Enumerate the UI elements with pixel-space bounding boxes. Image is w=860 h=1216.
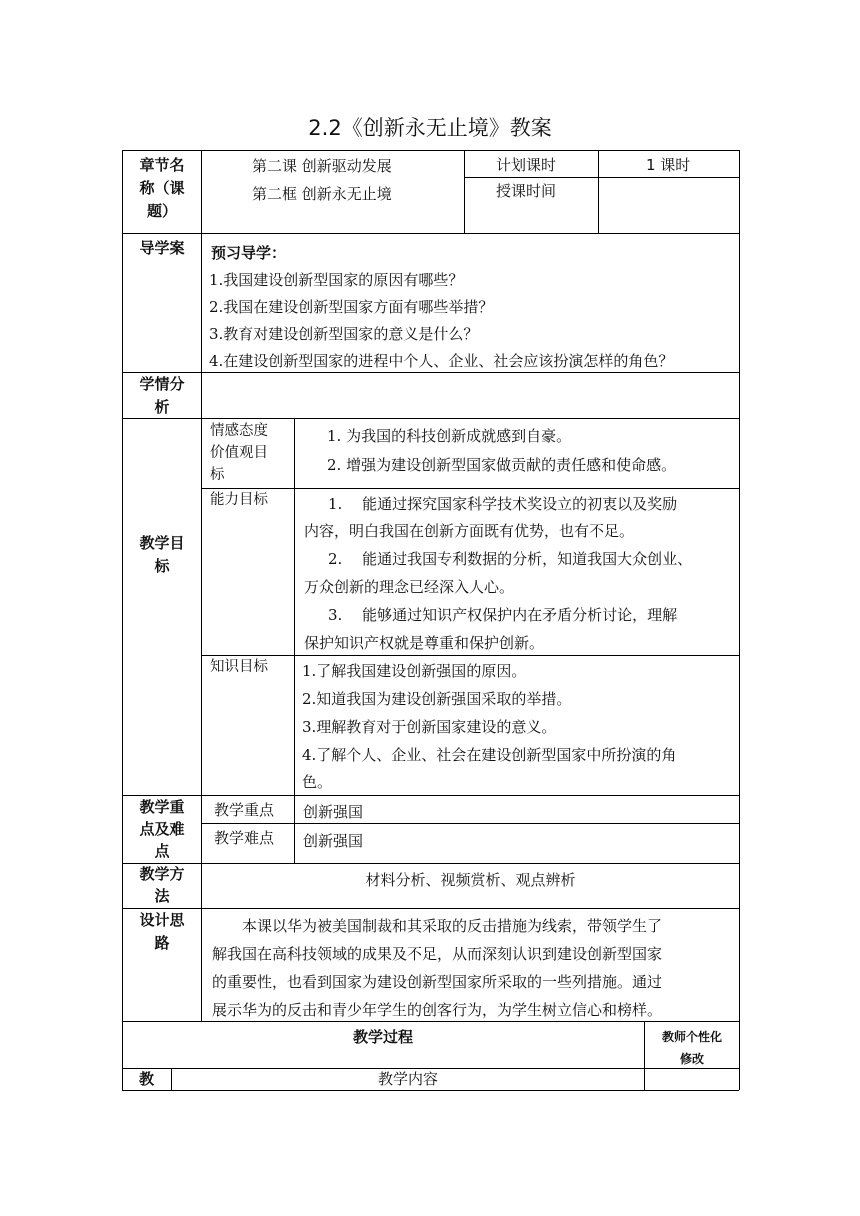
ability-line-3: 2. 能通过我国专利数据的分析，知道我国大众创业、	[328, 550, 693, 568]
chapter-label: 章节名 称（课 题）	[139, 156, 185, 220]
focus-label: 教学重点	[214, 801, 275, 819]
design-label: 设计思 路	[139, 911, 185, 952]
difficulty-label: 教学难点	[214, 829, 275, 847]
lesson-name: 第二课 创新驱动发展	[252, 157, 392, 175]
focus-value: 创新强国	[303, 803, 364, 821]
ability-objective-label: 能力目标	[210, 492, 268, 508]
emotion-objective-label: 情感态度 价值观目 标	[210, 423, 268, 483]
design-line-2: 解我国在高科技领域的成果及不足，从而深刻认识到建设创新型国家	[212, 945, 663, 963]
design-line-4: 展示华为的反击和青少年学生的创客行为，为学生树立信心和榜样。	[212, 1001, 663, 1019]
bottom-col2: 教学内容	[377, 1070, 438, 1088]
guide-heading: 预习导学：	[211, 244, 287, 262]
bottom-col1: 教	[138, 1070, 154, 1088]
knowledge-objective-label: 知识目标	[210, 659, 268, 675]
lesson-plan-table	[122, 150, 739, 1090]
emotion-objective-1: 1. 为我国的科技创新成就感到自豪。	[327, 427, 572, 445]
guide-label: 导学案	[139, 239, 185, 257]
section-name: 第二框 创新永无止境	[252, 185, 392, 203]
ability-line-5: 3. 能够通过知识产权保护内在矛盾分析讨论，理解	[328, 606, 678, 624]
guide-question-3: 3.教育对建设创新型国家的意义是什么？	[209, 325, 479, 343]
analysis-label: 学情分 析	[139, 375, 185, 416]
guide-question-1: 1.我国建设创新型国家的原因有哪些？	[209, 271, 464, 289]
method-value: 材料分析、视频赏析、观点辨析	[365, 871, 576, 889]
method-label: 教学方 法	[139, 865, 185, 905]
design-line-3: 的重要性，也看到国家为建设创新型国家所采取的一些列措施。通过	[212, 973, 663, 991]
plan-hours-value: 1 课时	[646, 156, 691, 174]
emotion-objective-2: 2. 增强为建设创新型国家做贡献的责任感和使命感。	[327, 456, 677, 474]
process-label: 教学过程	[352, 1028, 413, 1046]
guide-question-4: 4.在建设创新型国家的进程中个人、企业、社会应该扮演怎样的角色？	[209, 352, 674, 370]
difficulty-value: 创新强国	[303, 832, 364, 850]
guide-question-2: 2.我国在建设创新型国家方面有哪些举措？	[209, 298, 494, 316]
objectives-label: 教学目 标	[139, 534, 185, 575]
ability-line-2: 内容，明白我国在创新方面既有优势，也有不足。	[304, 522, 635, 540]
document-title: 2.2《创新永无止境》教案	[308, 116, 552, 140]
plan-hours-label: 计划课时	[496, 156, 557, 174]
knowledge-line-1: 1.了解我国建设创新强国的原因。	[302, 662, 527, 680]
ability-line-1: 1. 能通过探究国家科学技术奖设立的初衷以及奖励	[328, 495, 678, 513]
knowledge-line-2: 2.知道我国为建设创新强国采取的举措。	[302, 690, 572, 708]
teach-time-label: 授课时间	[496, 182, 557, 200]
knowledge-line-3: 3.理解教育对于创新国家建设的意义。	[302, 718, 557, 736]
ability-line-4: 万众创新的理念已经深入人心。	[304, 578, 515, 596]
ability-line-6: 保护知识产权就是尊重和保护创新。	[304, 634, 545, 652]
key-points-label: 教学重 点及难 点	[139, 798, 185, 860]
knowledge-line-4: 4.了解个人、企业、社会在建设创新型国家中所扮演的角	[302, 746, 677, 764]
knowledge-line-5: 色。	[302, 773, 333, 791]
teacher-note-label: 教师个性化 修改	[661, 1030, 722, 1066]
design-line-1: 本课以华为被美国制裁和其采取的反击措施为线索，带领学生了	[242, 917, 663, 935]
